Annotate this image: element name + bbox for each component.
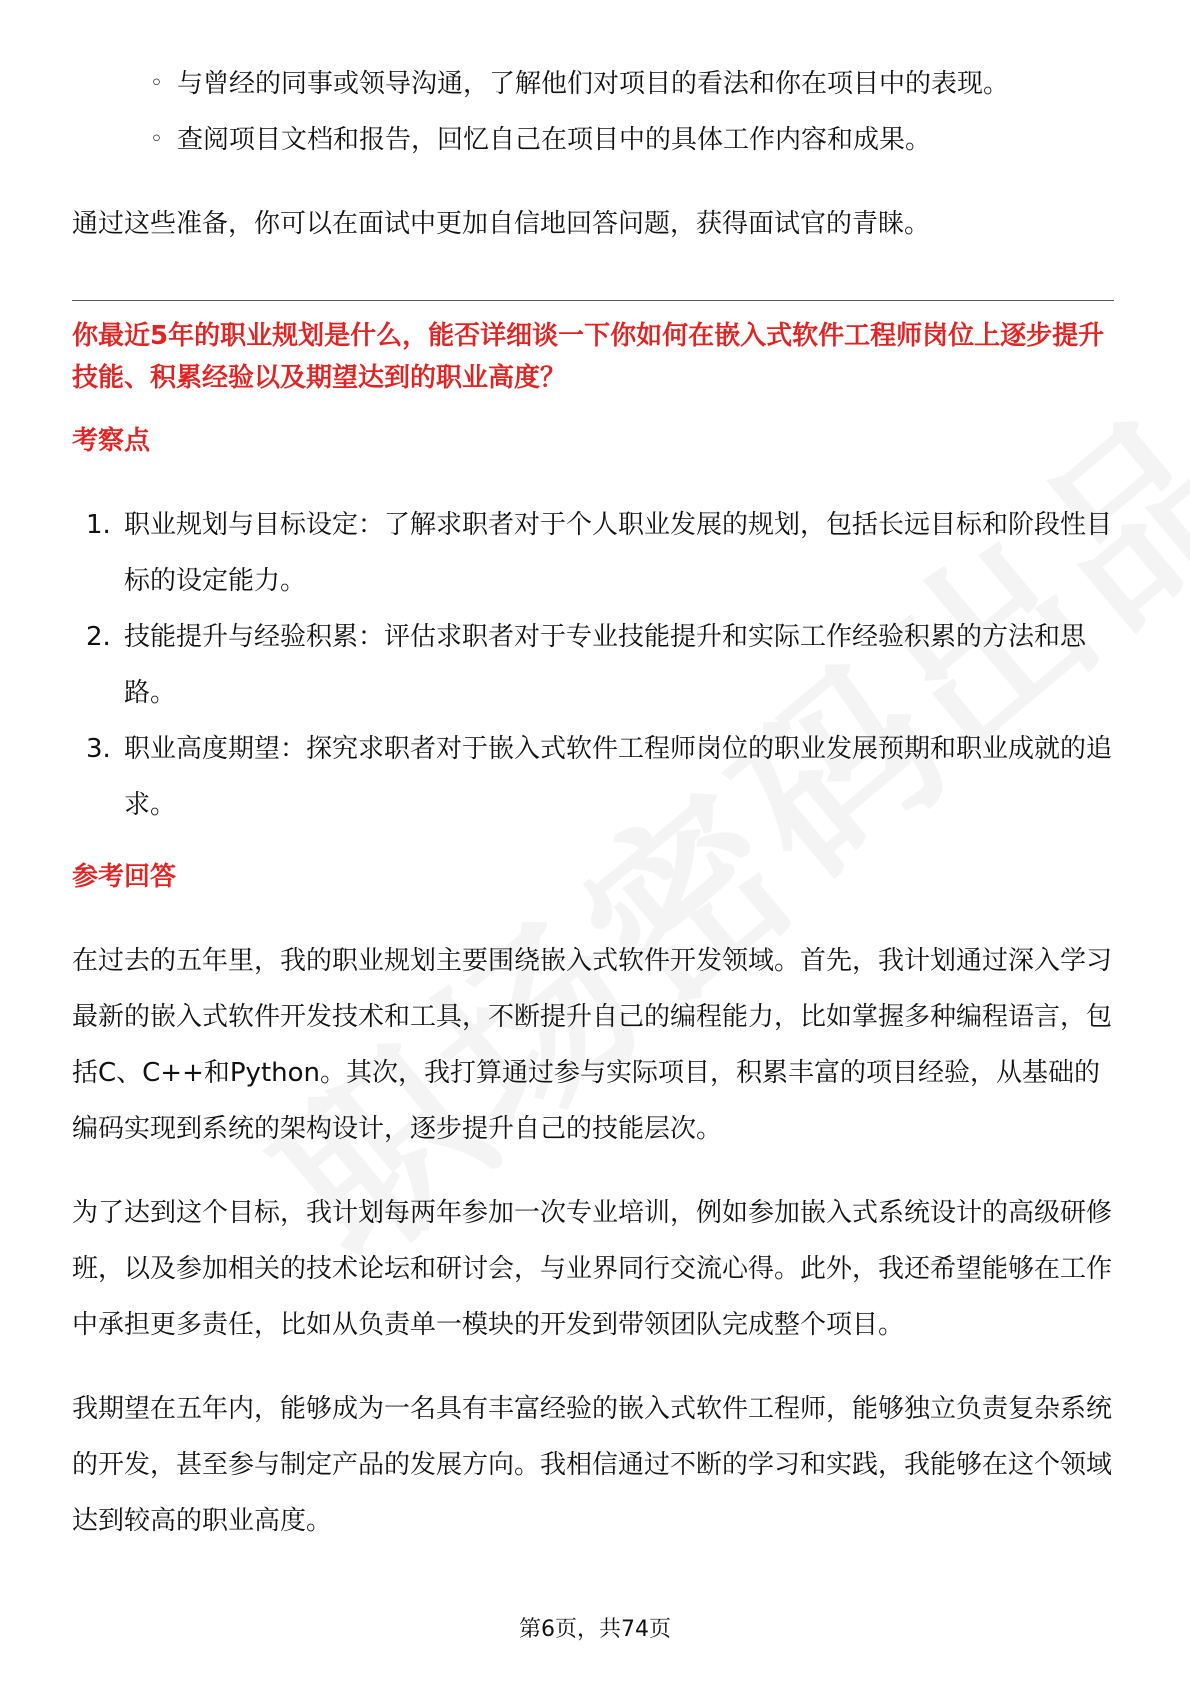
page-content <box>72 56 1114 1549</box>
bullet-icon: ◦ <box>150 127 163 152</box>
list-number: 2. <box>86 622 111 652</box>
list-item <box>72 721 1114 833</box>
inspection-title: 考察点 <box>72 426 151 456</box>
answer-title: 参考回答 <box>72 862 177 892</box>
bullet-icon: ◦ <box>150 71 163 96</box>
answer-paragraph: 为了达到这个目标，我计划每两年参加一次专业培训，例如参加嵌入式系统设计的高级研修班，以及参加相关的技术论坛和研讨会，与业界同行交流心得。此外，我还希望能够在工作中承担更多责任，比如从负责单一模块的开发到带领团队完成整个项目。 <box>72 1198 1113 1340</box>
list-item <box>72 609 1114 721</box>
section-divider <box>72 300 1114 301</box>
list-text: 技能提升与经验积累：评估求职者对于专业技能提升和实际工作经验积累的方法和思路。 <box>124 622 1087 708</box>
list-item <box>72 497 1114 609</box>
list-item <box>72 112 1114 168</box>
page-footer: 第6页，共74页 <box>519 1617 671 1642</box>
bullet-text: 查阅项目文档和报告，回忆自己在项目中的具体工作内容和成果。 <box>177 125 932 155</box>
list-number: 3. <box>86 734 111 764</box>
top-bullet-list <box>72 56 1114 168</box>
answer-paragraph: 我期望在五年内，能够成为一名具有丰富经验的嵌入式软件工程师，能够独立负责复杂系统的开发，甚至参与制定产品的发展方向。我相信通过不断的学习和实践，我能够在这个领域达到较高的职业高度。 <box>72 1394 1113 1536</box>
list-text: 职业规划与目标设定：了解求职者对于个人职业发展的规划，包括长远目标和阶段性目标的设定能力。 <box>124 510 1113 596</box>
bullet-text: 与曾经的同事或领导沟通，了解他们对项目的看法和你在项目中的表现。 <box>177 69 1010 99</box>
list-text: 职业高度期望：探究求职者对于嵌入式软件工程师岗位的职业发展预期和职业成就的追求。 <box>124 734 1113 820</box>
answer-paragraph: 在过去的五年里，我的职业规划主要围绕嵌入式软件开发领域。首先，我计划通过深入学习最新的嵌入式软件开发技术和工具，不断提升自己的编程能力，比如掌握多种编程语言，包括C、C++和Python。其次，我打算通过参与实际项目，积累丰富的项目经验，从基础的编码实现到系统的架构设计，逐步提升自己的技能层次。 <box>72 946 1113 1144</box>
list-number: 1. <box>86 510 111 540</box>
inspection-list <box>72 497 1114 833</box>
list-item <box>72 56 1114 112</box>
question-heading: 你最近5年的职业规划是什么，能否详细谈一下你如何在嵌入式软件工程师岗位上逐步提升技能、积累经验以及期望达到的职业高度？ <box>72 321 1105 393</box>
summary-paragraph: 通过这些准备，你可以在面试中更加自信地回答问题，获得面试官的青睐。 <box>72 209 931 239</box>
